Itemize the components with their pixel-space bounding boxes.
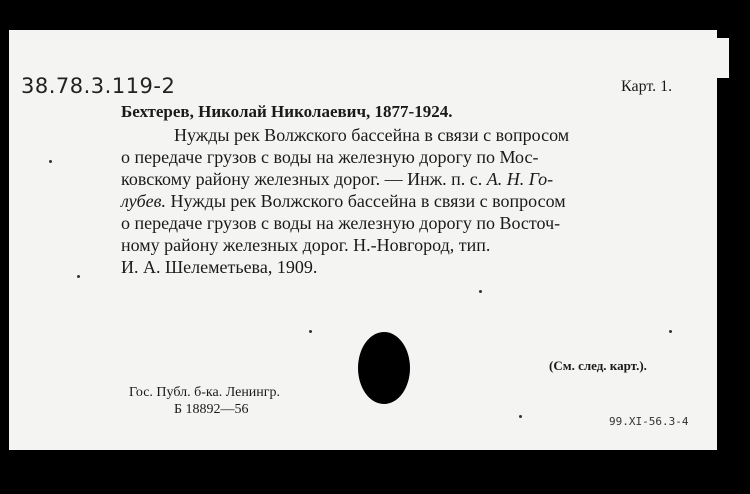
description-line-6: ному району железных дорог. Н.-Новгород, тип. xyxy=(121,235,491,255)
editor-surname-end: лубев. xyxy=(121,191,166,211)
library-line-2: Б 18892—56 xyxy=(174,402,249,417)
description-line-5: о передаче грузов с воды на железную дорогу по Восточ- xyxy=(121,213,561,233)
speck xyxy=(77,275,80,278)
description-line-3 xyxy=(121,169,553,190)
speck xyxy=(669,330,672,333)
speck xyxy=(479,290,482,293)
description-line-7: И. А. Шелеметьева, 1909. xyxy=(121,257,318,277)
description-line-2: о передаче грузов с воды на железную дорогу по Мос- xyxy=(121,147,539,167)
author-heading: Бехтерев, Николай Николаевич, 1877-1924. xyxy=(121,102,453,121)
continuation-note: (См. след. карт.). xyxy=(549,358,647,373)
description-line-4 xyxy=(121,191,566,212)
shelf-mark: 38.78.3.119-2 xyxy=(21,74,176,98)
speck xyxy=(49,160,52,163)
speck xyxy=(519,415,522,418)
card-number: Карт. 1. xyxy=(621,78,673,95)
second-title: Нужды рек Волжского бассейна в связи с вопросом xyxy=(170,191,566,211)
description-line-3-text: ковскому району железных дорог. — Инж. п. с. xyxy=(121,169,483,189)
catalog-card xyxy=(9,30,717,450)
description-line-1: Нужды рек Волжского бассейна в связи с вопросом xyxy=(174,125,570,145)
punch-hole xyxy=(358,332,410,404)
library-line-1: Гос. Публ. б-ка. Ленингр. xyxy=(129,385,281,400)
stamp-number: 99.XI-56.3-4 xyxy=(609,415,689,428)
speck xyxy=(309,330,312,333)
editor-initials: А. Н. Го- xyxy=(486,169,554,189)
